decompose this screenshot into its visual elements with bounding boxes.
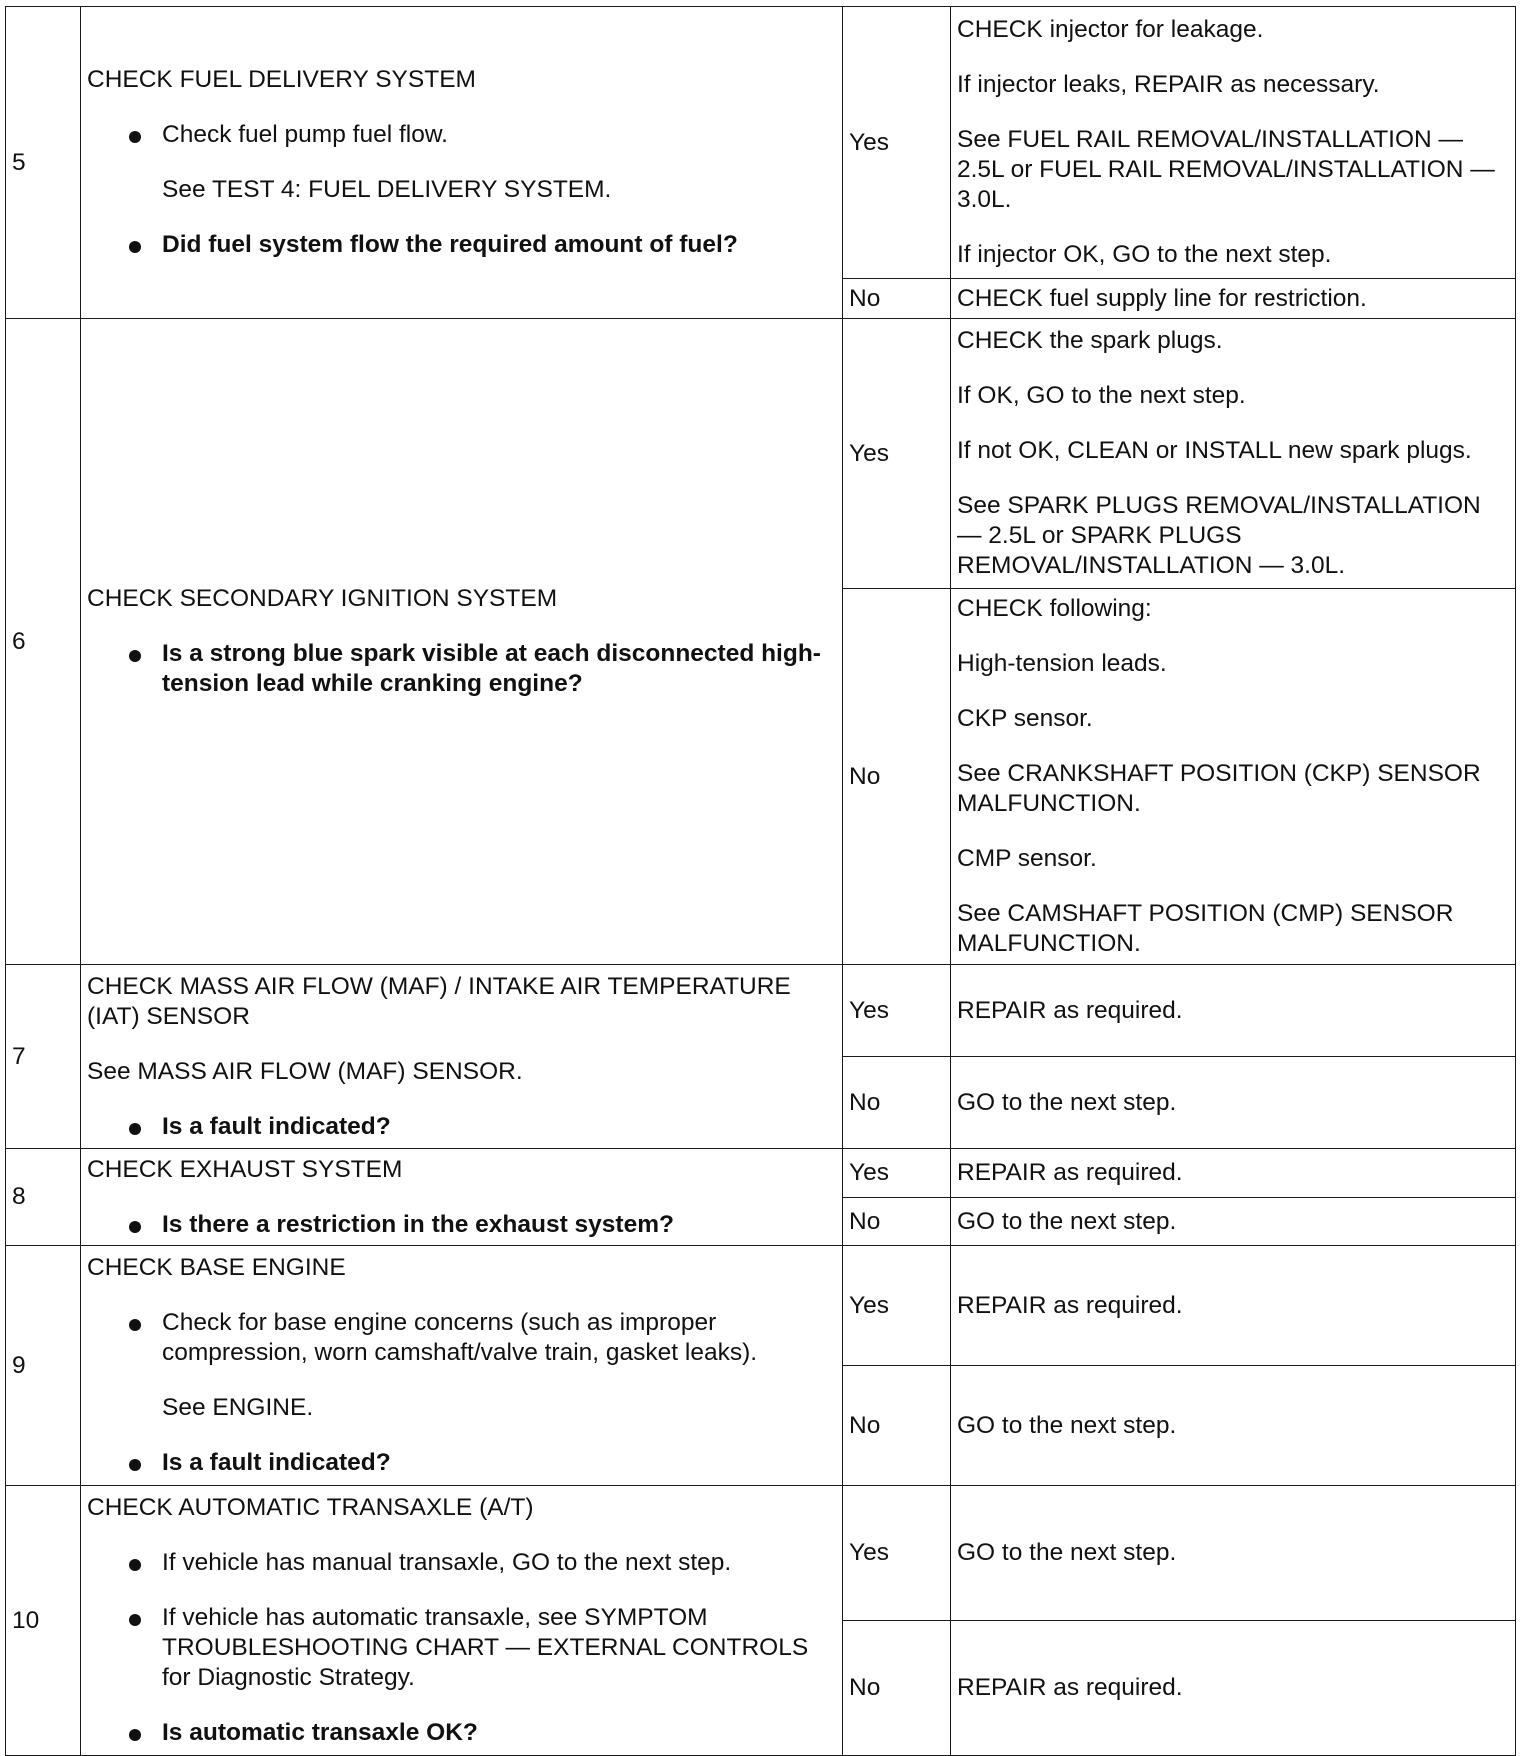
table-row [6,7,1516,279]
reference-text: See TEST 4: FUEL DELIVERY SYSTEM. [162,176,612,203]
step-action [81,7,843,319]
step-title: CHECK MASS AIR FLOW (MAF) / INTAKE AIR TEMPERATURE (IAT) SENSOR [87,972,791,1030]
step-question: Is there a restriction in the exhaust system? [87,1210,836,1240]
step-title: CHECK SECONDARY IGNITION SYSTEM [87,585,558,612]
step-action [81,965,843,1149]
yes-label: Yes [843,1246,951,1366]
diagnostic-table [5,6,1516,1756]
yes-label: Yes [843,7,951,279]
step-number: 8 [6,1149,81,1246]
yes-label: Yes [843,319,951,589]
result-line: If injector leaks, REPAIR as necessary. [957,71,1380,98]
step-number: 5 [6,7,81,319]
step-title: CHECK FUEL DELIVERY SYSTEM [87,66,476,93]
no-label: No [843,1366,951,1486]
result-line: If injector OK, GO to the next step. [957,241,1332,268]
result-line: REPAIR as required. [957,1291,1183,1319]
no-result [951,1366,1516,1486]
yes-result [951,1486,1516,1621]
result-line: CHECK fuel supply line for restriction. [957,284,1367,312]
step-number: 7 [6,965,81,1149]
step-action [81,319,843,965]
result-line: GO to the next step. [957,1088,1177,1116]
reference-text: See MASS AIR FLOW (MAF) SENSOR. [87,1057,523,1085]
result-line: GO to the next step. [957,1539,1177,1566]
table-row [6,1246,1516,1366]
yes-result [951,965,1516,1057]
result-line: If OK, GO to the next step. [957,382,1246,409]
no-label: No [843,589,951,965]
step-question: Did fuel system flow the required amount of fuel? [87,230,836,260]
result-line: CHECK the spark plugs. [957,327,1223,354]
step-title: CHECK EXHAUST SYSTEM [87,1155,403,1183]
no-result [951,279,1516,319]
result-line: High-tension leads. [957,650,1167,677]
yes-result [951,1246,1516,1366]
step-question: Is automatic transaxle OK? [87,1718,836,1748]
table-row [6,319,1516,589]
no-label: No [843,1621,951,1756]
no-label: No [843,1198,951,1246]
no-label: No [843,279,951,319]
step-number: 10 [6,1486,81,1756]
result-line: See SPARK PLUGS REMOVAL/INSTALLATION — 2.5L or SPARK PLUGS REMOVAL/INSTALLATION — 3.0L. [957,492,1481,579]
step-title: CHECK BASE ENGINE [87,1254,346,1281]
table-row [6,965,1516,1057]
step-action [81,1149,843,1246]
table-row [6,1149,1516,1198]
no-result [951,1198,1516,1246]
result-line: See CRANKSHAFT POSITION (CKP) SENSOR MALFUNCTION. [957,760,1481,817]
step-number: 6 [6,319,81,965]
step-action [81,1486,843,1756]
bullet-item: If vehicle has automatic transaxle, see SYMPTOM TROUBLESHOOTING CHART — EXTERNAL CONTROLS for Diagnostic Strategy. [87,1603,836,1693]
step-action [81,1246,843,1486]
result-line: CHECK injector for leakage. [957,16,1264,43]
step-title: CHECK AUTOMATIC TRANSAXLE (A/T) [87,1494,534,1521]
no-result [951,1621,1516,1756]
result-line: See CAMSHAFT POSITION (CMP) SENSOR MALFUNCTION. [957,900,1454,957]
yes-label: Yes [843,965,951,1057]
result-line: GO to the next step. [957,1411,1177,1439]
result-line: REPAIR as required. [957,996,1183,1024]
result-line: CHECK following: [957,595,1152,622]
result-line: If not OK, CLEAN or INSTALL new spark plugs. [957,437,1472,464]
yes-label: Yes [843,1486,951,1621]
yes-result [951,319,1516,589]
result-line: See FUEL RAIL REMOVAL/INSTALLATION — 2.5L or FUEL RAIL REMOVAL/INSTALLATION — 3.0L. [957,126,1495,213]
result-line: REPAIR as required. [957,1674,1183,1701]
bullet-item: Check fuel pump fuel flow. [87,120,836,150]
result-line: REPAIR as required. [957,1159,1183,1186]
yes-label: Yes [843,1149,951,1198]
no-result [951,589,1516,965]
reference-text: See ENGINE. [162,1394,314,1421]
yes-result [951,7,1516,279]
no-label: No [843,1057,951,1149]
diagnostic-page [5,6,1515,1756]
result-line: CKP sensor. [957,705,1093,732]
bullet-item: If vehicle has manual transaxle, GO to the next step. [87,1548,836,1578]
step-question: Is a fault indicated? [87,1112,836,1142]
step-number: 9 [6,1246,81,1486]
no-result [951,1057,1516,1149]
yes-result [951,1149,1516,1198]
result-line: CMP sensor. [957,845,1097,872]
result-line: GO to the next step. [957,1207,1177,1235]
step-question: Is a fault indicated? [87,1448,836,1478]
table-row [6,1486,1516,1621]
step-question: Is a strong blue spark visible at each disconnected high-tension lead while cranking engine? [87,639,836,699]
bullet-item: Check for base engine concerns (such as improper compression, worn camshaft/valve train, gasket leaks). [87,1308,836,1368]
